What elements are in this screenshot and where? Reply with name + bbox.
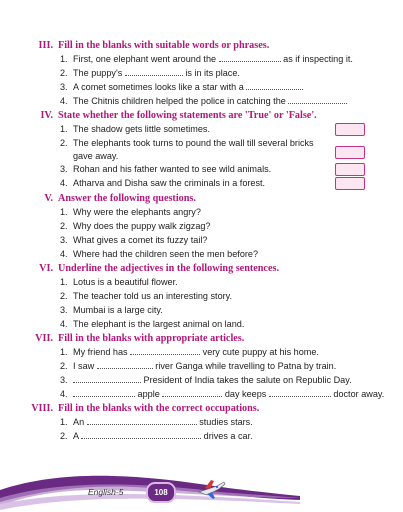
blank-line[interactable] — [87, 416, 197, 425]
section-heading: IV. State whether the following statements are 'True' or 'False'. — [40, 110, 317, 121]
list-item: 2. Why does the puppy walk zigzag? — [60, 221, 211, 231]
list-item: 1. The shadow gets little sometimes. — [60, 124, 210, 134]
answer-box[interactable] — [335, 177, 365, 190]
list-item: 3. A comet sometimes looks like a star with a . — [60, 82, 304, 92]
blank-line[interactable] — [97, 360, 153, 369]
list-item: 1. Why were the elephants angry? — [60, 207, 201, 217]
book-title: English-5 — [88, 487, 124, 497]
list-item: 2. A drives a car. — [60, 431, 253, 441]
list-item: 4. Where had the children seen the men before? — [60, 249, 259, 259]
section-heading: V. Answer the following questions. — [44, 193, 196, 204]
list-item: 1. My friend has very cute puppy at his home. — [60, 347, 319, 357]
list-item: 3. What gives a comet its fuzzy tail? — [60, 235, 208, 245]
blank-line[interactable] — [288, 95, 345, 104]
section-heading: VI. Underline the adjectives in the following sentences. — [39, 263, 279, 274]
list-item: 3. President of India takes the salute on Republic Day. — [60, 375, 352, 385]
blank-line[interactable] — [125, 67, 183, 76]
list-item: 2. The teacher told us an interesting story. — [60, 291, 233, 301]
blank-line[interactable] — [81, 430, 201, 439]
blank-line[interactable] — [219, 53, 281, 62]
answer-box[interactable] — [335, 146, 365, 159]
list-item: 3. Mumbai is a large city. — [60, 305, 163, 315]
list-item: 2. I saw river Ganga while travelling to Patna by train. — [60, 361, 337, 371]
answer-box[interactable] — [335, 123, 365, 136]
footer-swoosh-decoration — [0, 440, 403, 512]
list-item: 2. The elephants took turns to pound the wall till several bricks gave away. — [60, 138, 314, 161]
list-item: 1. An studies stars. — [60, 417, 253, 427]
blank-line[interactable] — [269, 388, 331, 397]
blank-line[interactable] — [162, 388, 222, 397]
blank-line[interactable] — [73, 374, 141, 383]
section-heading: III. Fill in the blanks with suitable words or phrases. — [38, 40, 270, 51]
answer-box[interactable] — [335, 163, 365, 176]
blank-line[interactable] — [246, 81, 301, 90]
blank-line[interactable] — [73, 388, 135, 397]
list-item: 4. Atharva and Disha saw the criminals in a forest. — [60, 178, 266, 188]
airplane-icon — [197, 478, 227, 500]
list-item: 1. Lotus is a beautiful flower. — [60, 277, 178, 287]
list-item: 1. First, one elephant went around the as if inspecting it. — [60, 54, 353, 64]
list-item: 4. The elephant is the largest animal on land. — [60, 319, 245, 329]
list-item: 3. Rohan and his father wanted to see wild animals. — [60, 164, 272, 174]
list-item: 4. apple day keeps doctor away. — [60, 389, 385, 399]
section-heading: VIII. Fill in the blanks with the correct occupations. — [31, 403, 260, 414]
page-number: 108 — [146, 482, 176, 503]
list-item: 4. The Chitnis children helped the police in catching the . — [60, 96, 348, 106]
section-heading: VII. Fill in the blanks with appropriate articles. — [35, 333, 245, 344]
list-item: 2. The puppy's is in its place. — [60, 68, 240, 78]
blank-line[interactable] — [130, 346, 200, 355]
